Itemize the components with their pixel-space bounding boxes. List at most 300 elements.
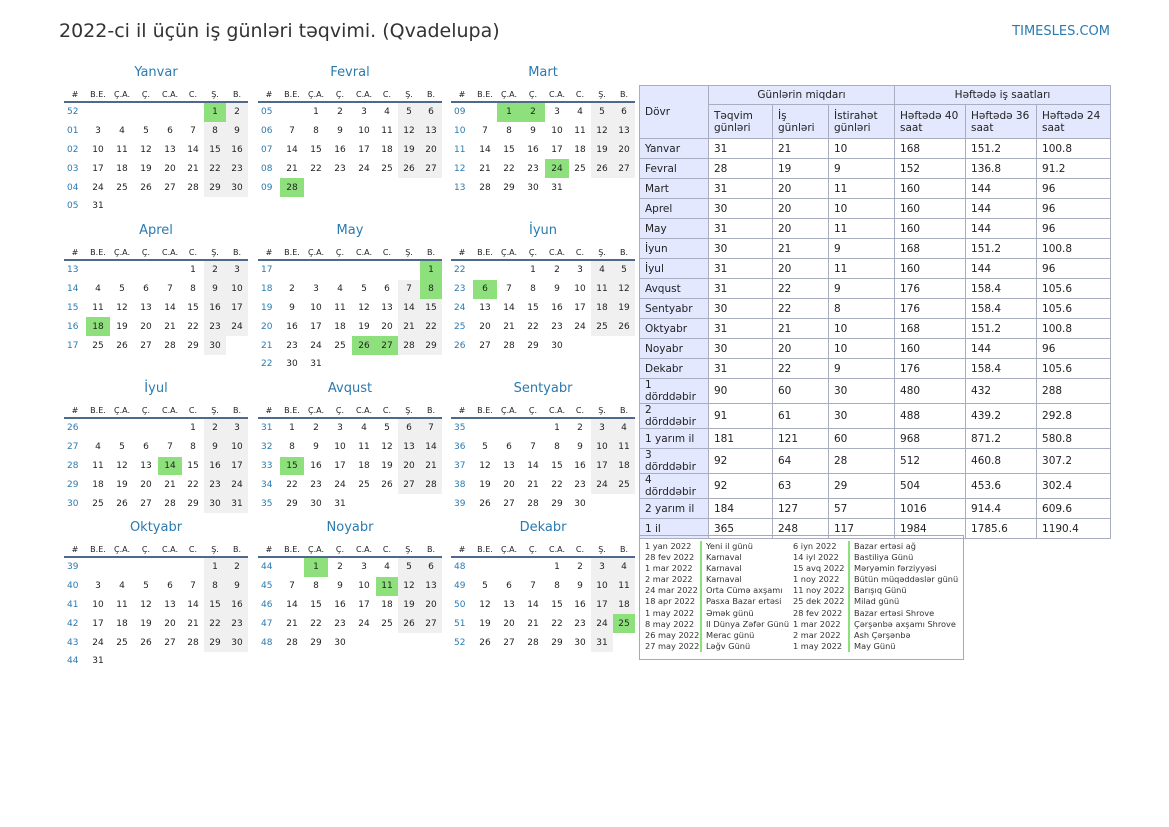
month-calendar (64, 222, 248, 355)
weekday-header: C. (182, 403, 204, 418)
value-cell: 439.2 (966, 404, 1037, 429)
day-cell: 23 (527, 163, 539, 174)
page-title: 2022-ci il üçün iş günləri təqvimi. (Qvadelupa) (59, 20, 500, 42)
empty-day-cell (86, 418, 110, 438)
day-cell: 25 (381, 618, 393, 629)
day-cell: 8 (204, 122, 226, 141)
weekday-header: C.A. (352, 542, 376, 557)
empty-day-cell (110, 260, 134, 280)
day-cell: 9 (204, 438, 226, 457)
day-cell: 11 (574, 126, 586, 137)
week-number: 24 (454, 302, 466, 313)
day-cell: 5 (143, 126, 149, 137)
value-cell: 96 (1037, 199, 1111, 219)
holiday-name: Yeni il günü (700, 541, 753, 552)
day-cell: 5 (361, 284, 367, 295)
empty-day-cell (158, 652, 182, 671)
value-cell: 28 (829, 449, 895, 474)
value-cell: 151.2 (966, 139, 1037, 159)
month-calendar (64, 519, 248, 671)
empty-day-cell (497, 418, 521, 438)
empty-day-cell (158, 557, 182, 577)
value-cell: 105.6 (1037, 299, 1111, 319)
week-number: 52 (67, 107, 79, 118)
day-cell: 4 (95, 442, 101, 453)
week-number: 29 (67, 479, 79, 490)
value-cell: 9 (829, 279, 895, 299)
weekday-header: B.E. (473, 542, 497, 557)
value-cell: 22 (773, 299, 829, 319)
weekday-header: # (451, 403, 473, 418)
day-cell: 27 (503, 637, 515, 648)
empty-day-cell (613, 494, 635, 513)
week-number: 03 (67, 163, 79, 174)
period-cell: May (640, 219, 709, 239)
day-cell: 2 (226, 557, 248, 577)
holiday-item (788, 585, 958, 596)
day-cell: 29 (527, 340, 539, 351)
week-number: 47 (261, 618, 273, 629)
value-cell: 121 (773, 429, 829, 449)
value-cell: 480 (895, 379, 966, 404)
weekday-header: C. (376, 542, 398, 557)
empty-day-cell (591, 336, 613, 355)
day-cell: 20 (164, 618, 176, 629)
day-cell: 19 (479, 479, 491, 490)
day-cell: 14 (503, 302, 515, 313)
week-number: 22 (454, 265, 466, 276)
empty-day-cell (398, 494, 420, 513)
day-cell: 2 (289, 284, 295, 295)
day-cell: 30 (204, 494, 226, 513)
site-link[interactable]: TIMESLES.COM (1012, 24, 1110, 39)
day-cell: 27 (479, 340, 491, 351)
day-cell: 2 (337, 107, 343, 118)
value-cell: 9 (829, 159, 895, 179)
day-cell: 23 (334, 163, 346, 174)
day-cell: 16 (574, 599, 586, 610)
day-cell: 21 (527, 618, 539, 629)
week-number: 07 (261, 144, 273, 155)
day-cell: 8 (313, 126, 319, 137)
day-cell: 4 (384, 107, 390, 118)
month-name: Avqust (327, 381, 373, 396)
day-cell: 8 (190, 284, 196, 295)
day-cell: 16 (204, 299, 226, 318)
day-cell: 28 (187, 637, 199, 648)
day-cell: 15 (527, 302, 539, 313)
holiday-item (788, 563, 958, 574)
weekday-header: B.E. (86, 245, 110, 260)
day-cell: 14 (398, 299, 420, 318)
weekday-header: C.A. (352, 87, 376, 102)
day-cell: 17 (591, 457, 613, 476)
weekday-header: Ş. (204, 403, 226, 418)
day-cell: 26 (398, 159, 420, 178)
week-number: 08 (261, 163, 273, 174)
day-cell: 21 (187, 618, 199, 629)
empty-day-cell (376, 178, 398, 197)
day-cell: 21 (503, 321, 515, 332)
weekday-header: # (64, 87, 86, 102)
day-cell: 9 (337, 126, 343, 137)
week-number: 41 (67, 599, 79, 610)
day-cell: 15 (187, 302, 199, 313)
day-cell: 8 (554, 581, 560, 592)
day-cell: 4 (361, 423, 367, 434)
day-cell: 3 (591, 418, 613, 438)
day-cell: 2 (313, 423, 319, 434)
day-cell: 4 (119, 581, 125, 592)
day-cell: 11 (613, 577, 635, 596)
day-cell: 3 (313, 284, 319, 295)
weekday-header: Ş. (398, 403, 420, 418)
holiday-item (788, 596, 958, 607)
day-cell: 15 (310, 144, 322, 155)
weekday-header: # (451, 542, 473, 557)
day-cell: 15 (551, 460, 563, 471)
holiday-day-cell: 8 (420, 280, 442, 299)
empty-day-cell (398, 178, 420, 197)
holiday-day-cell: 28 (280, 178, 304, 197)
holiday-name: May Günü (848, 641, 895, 652)
holiday-item (788, 630, 958, 641)
day-cell: 6 (143, 442, 149, 453)
empty-day-cell (376, 355, 398, 374)
day-cell: 25 (116, 182, 128, 193)
month-calendar (258, 519, 442, 652)
value-cell: 871.2 (966, 429, 1037, 449)
holiday-name: Pasxa Bazar ertəsi (700, 596, 781, 607)
weekday-header: Ç.A. (110, 245, 134, 260)
weekday-header: B. (226, 542, 248, 557)
month-calendar (258, 64, 442, 197)
period-cell: 2 dörddəbir (640, 404, 709, 429)
weekday-header: C.A. (158, 87, 182, 102)
day-cell: 10 (92, 599, 104, 610)
day-cell: 26 (116, 498, 128, 509)
empty-day-cell (613, 178, 635, 197)
day-cell: 30 (527, 182, 539, 193)
day-cell: 11 (92, 460, 104, 471)
day-cell: 10 (334, 442, 346, 453)
table-row (640, 339, 1111, 359)
value-cell: 168 (895, 239, 966, 259)
week-number: 48 (454, 562, 466, 573)
day-cell: 21 (479, 163, 491, 174)
holiday-item (640, 552, 789, 563)
empty-day-cell (398, 260, 420, 280)
holiday-day-cell: 24 (545, 159, 569, 178)
day-cell: 7 (190, 126, 196, 137)
day-cell: 14 (420, 438, 442, 457)
day-cell: 22 (187, 479, 199, 490)
day-cell: 31 (92, 656, 104, 667)
day-cell: 18 (381, 599, 393, 610)
value-cell: 504 (895, 474, 966, 499)
day-cell: 19 (398, 141, 420, 160)
week-number: 35 (261, 498, 273, 509)
empty-day-cell (328, 178, 352, 197)
value-cell: 31 (709, 139, 773, 159)
week-number: 16 (67, 321, 79, 332)
day-cell: 23 (574, 479, 586, 490)
holiday-name: Məryəmin fərziyyəsi (848, 563, 937, 574)
weekday-header: Ş. (591, 245, 613, 260)
day-cell: 18 (358, 460, 370, 471)
value-cell: 117 (829, 519, 895, 539)
day-cell: 10 (591, 438, 613, 457)
value-cell: 31 (709, 279, 773, 299)
week-number: 40 (67, 581, 79, 592)
day-cell: 23 (286, 340, 298, 351)
day-cell: 9 (530, 126, 536, 137)
week-number: 28 (67, 460, 79, 471)
day-cell: 5 (398, 102, 420, 122)
week-number: 43 (67, 637, 79, 648)
week-number: 13 (67, 265, 79, 276)
week-number: 05 (261, 107, 273, 118)
table-row (640, 299, 1111, 319)
day-cell: 11 (613, 438, 635, 457)
week-number: 44 (67, 656, 79, 667)
day-cell: 28 (527, 637, 539, 648)
weekday-header: # (64, 403, 86, 418)
holiday-date: 2 mar 2022 (793, 629, 841, 640)
day-cell: 25 (116, 637, 128, 648)
weekday-header: Ç. (328, 542, 352, 557)
day-cell: 19 (613, 299, 635, 318)
weekday-header: C. (376, 87, 398, 102)
day-cell: 24 (358, 163, 370, 174)
day-cell: 1 (204, 557, 226, 577)
value-cell: 20 (773, 339, 829, 359)
holiday-name: Bazar ertəsi Shrove (848, 608, 934, 619)
day-cell: 9 (554, 284, 560, 295)
holiday-date: 18 apr 2022 (645, 596, 696, 607)
day-cell: 5 (591, 102, 613, 122)
value-cell: 31 (709, 359, 773, 379)
month-name: Fevral (330, 65, 370, 80)
day-cell: 9 (313, 442, 319, 453)
value-cell: 100.8 (1037, 239, 1111, 259)
day-cell: 19 (358, 321, 370, 332)
period-cell: 1 yarım il (640, 429, 709, 449)
day-cell: 19 (381, 460, 393, 471)
week-number: 39 (67, 562, 79, 573)
day-cell: 12 (479, 599, 491, 610)
value-cell: 160 (895, 339, 966, 359)
holiday-name: Əmək günü (700, 608, 754, 619)
weekday-header: C. (182, 542, 204, 557)
day-cell: 3 (95, 581, 101, 592)
weekday-header: C. (376, 245, 398, 260)
month-name: Sentyabr (513, 381, 573, 396)
weekday-header: C. (569, 87, 591, 102)
value-cell: 9 (829, 239, 895, 259)
weekday-header: B.E. (473, 87, 497, 102)
day-cell: 25 (358, 479, 370, 490)
value-cell: 160 (895, 199, 966, 219)
day-cell: 25 (334, 340, 346, 351)
holiday-name: Bastiliya Günü (848, 552, 913, 563)
weekday-header: Ç. (521, 245, 545, 260)
holiday-date: 27 may 2022 (645, 640, 700, 651)
period-cell: Sentyabr (640, 299, 709, 319)
day-cell: 25 (574, 163, 586, 174)
day-cell: 13 (420, 577, 442, 596)
day-cell: 8 (554, 442, 560, 453)
value-cell: 60 (773, 379, 829, 404)
day-cell: 3 (361, 107, 367, 118)
days-count-header: Günlərin miqdarı (709, 86, 895, 105)
day-cell: 27 (140, 340, 152, 351)
empty-day-cell (591, 494, 613, 513)
day-cell: 13 (398, 438, 420, 457)
weekday-header: C. (569, 245, 591, 260)
day-cell: 28 (398, 336, 420, 355)
day-cell: 3 (226, 418, 248, 438)
weekday-header: C. (182, 245, 204, 260)
weekday-header: # (64, 245, 86, 260)
value-cell: 21 (773, 139, 829, 159)
weekday-header: C.A. (158, 245, 182, 260)
holiday-day-cell: 25 (613, 614, 635, 633)
day-cell: 29 (286, 498, 298, 509)
month-name: Mart (528, 65, 558, 80)
day-cell: 7 (506, 284, 512, 295)
holiday-item (640, 574, 789, 585)
empty-day-cell (473, 418, 497, 438)
day-cell: 31 (310, 359, 322, 370)
holiday-date: 1 mar 2022 (793, 618, 841, 629)
week-number: 35 (454, 423, 466, 434)
month-name: Yanvar (134, 65, 178, 80)
weekday-header: C. (569, 403, 591, 418)
holiday-item (640, 585, 789, 596)
day-cell: 10 (551, 126, 563, 137)
day-cell: 22 (286, 479, 298, 490)
value-cell: 96 (1037, 339, 1111, 359)
day-cell: 15 (187, 460, 199, 471)
value-cell: 453.6 (966, 474, 1037, 499)
table-row (640, 279, 1111, 299)
day-cell: 10 (358, 581, 370, 592)
day-cell: 3 (591, 557, 613, 577)
table-row (640, 219, 1111, 239)
day-cell: 4 (337, 284, 343, 295)
holiday-item (640, 608, 789, 619)
weekday-header: Ç. (134, 403, 158, 418)
day-cell: 11 (334, 302, 346, 313)
holiday-item (788, 608, 958, 619)
day-cell: 22 (551, 479, 563, 490)
day-cell: 18 (334, 321, 346, 332)
month-calendar (451, 64, 635, 197)
day-cell: 28 (420, 475, 442, 494)
day-cell: 4 (384, 562, 390, 573)
value-cell: 292.8 (1037, 404, 1111, 429)
week-number: 04 (67, 182, 79, 193)
week-number: 49 (454, 581, 466, 592)
holiday-day-cell: 14 (158, 457, 182, 476)
day-cell: 16 (551, 302, 563, 313)
holiday-list (639, 535, 964, 660)
period-header: Dövr (640, 86, 709, 139)
value-cell: 152 (895, 159, 966, 179)
day-cell: 13 (140, 302, 152, 313)
day-cell: 3 (226, 260, 248, 280)
day-cell: 12 (398, 122, 420, 141)
day-cell: 22 (527, 321, 539, 332)
holiday-date: 14 iyl 2022 (793, 552, 839, 563)
day-cell: 11 (381, 126, 393, 137)
empty-day-cell (280, 102, 304, 122)
day-cell: 22 (420, 317, 442, 336)
day-cell: 11 (92, 302, 104, 313)
value-cell: 11 (829, 259, 895, 279)
weekday-header: C. (569, 542, 591, 557)
day-cell: 6 (398, 418, 420, 438)
day-cell: 16 (527, 144, 539, 155)
table-row (640, 319, 1111, 339)
day-cell: 15 (204, 596, 226, 615)
holiday-column-2 (788, 541, 958, 652)
rest-days-header: İstirahət günləri (829, 105, 895, 139)
value-cell: 8 (829, 299, 895, 319)
empty-day-cell (204, 652, 226, 671)
month-name: Aprel (139, 223, 173, 238)
week-number: 36 (454, 442, 466, 453)
day-cell: 13 (164, 599, 176, 610)
week-number: 46 (261, 599, 273, 610)
day-cell: 30 (310, 498, 322, 509)
holiday-day-cell: 1 (204, 102, 226, 122)
day-cell: 22 (551, 618, 563, 629)
value-cell: 914.4 (966, 499, 1037, 519)
day-cell: 24 (310, 340, 322, 351)
empty-day-cell (86, 102, 110, 122)
day-cell: 29 (187, 498, 199, 509)
day-cell: 15 (551, 599, 563, 610)
value-cell: 609.6 (1037, 499, 1111, 519)
empty-day-cell (398, 355, 420, 374)
day-cell: 29 (310, 637, 322, 648)
value-cell: 10 (829, 139, 895, 159)
day-cell: 2 (337, 562, 343, 573)
holiday-name: Çərşənbə axşamı Shrove (848, 619, 956, 630)
day-cell: 30 (551, 340, 563, 351)
day-cell: 30 (286, 359, 298, 370)
day-cell: 1 (313, 107, 319, 118)
day-cell: 12 (140, 144, 152, 155)
value-cell: 30 (709, 199, 773, 219)
period-cell: 2 yarım il (640, 499, 709, 519)
empty-day-cell (86, 557, 110, 577)
empty-day-cell (226, 336, 248, 355)
month-calendar (451, 380, 635, 513)
day-cell: 16 (574, 460, 586, 471)
day-cell: 20 (140, 321, 152, 332)
day-cell: 29 (551, 637, 563, 648)
day-cell: 30 (226, 633, 248, 652)
weekday-header: B. (226, 245, 248, 260)
day-cell: 16 (310, 460, 322, 471)
weekday-header: B. (613, 403, 635, 418)
day-cell: 7 (167, 284, 173, 295)
day-cell: 13 (613, 122, 635, 141)
day-cell: 18 (613, 457, 635, 476)
